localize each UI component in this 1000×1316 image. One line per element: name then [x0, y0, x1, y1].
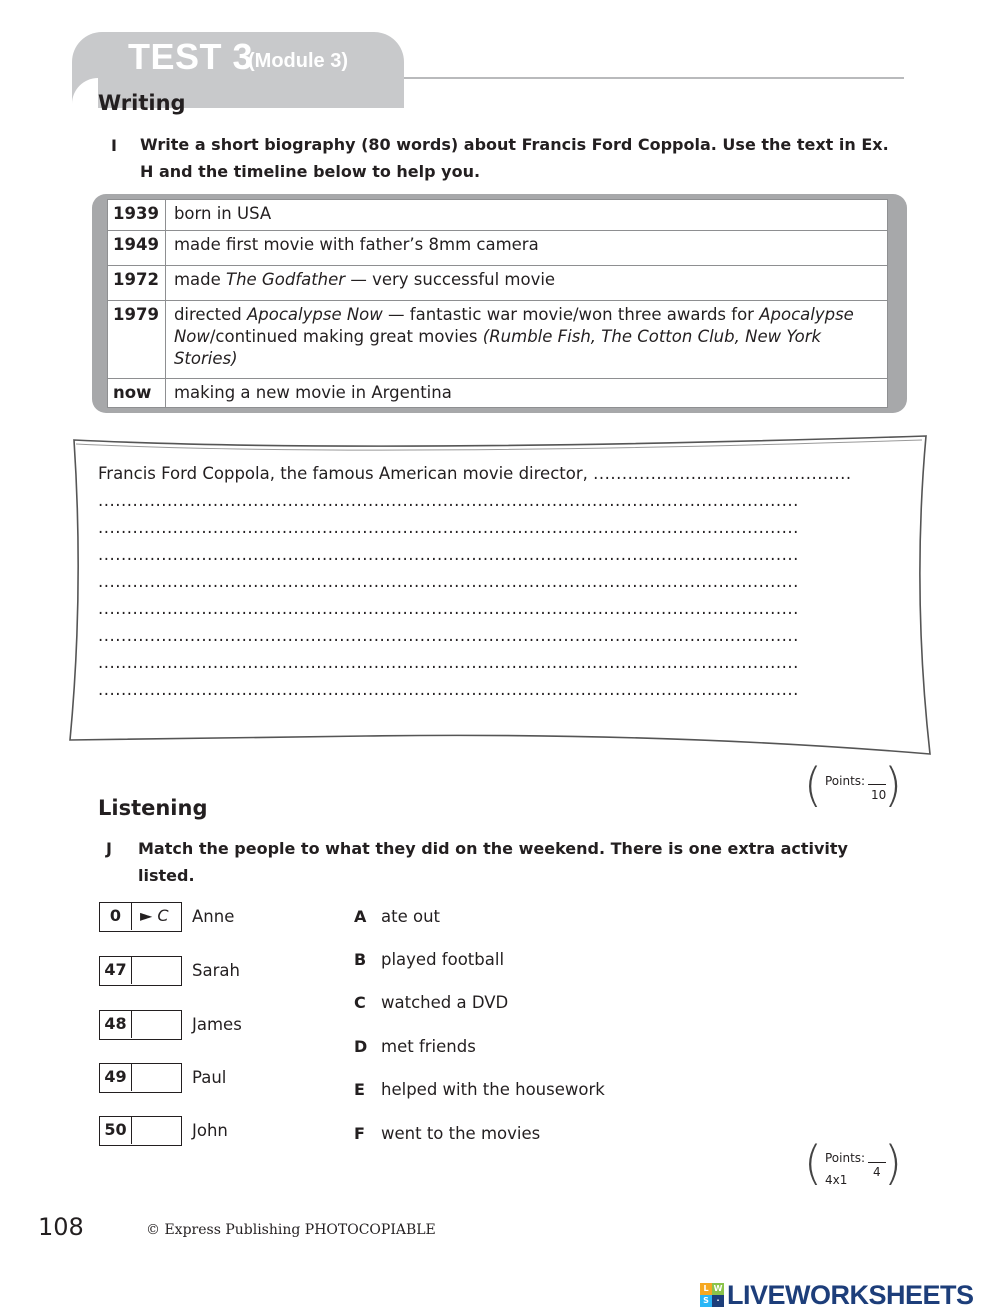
item-number: 47 [100, 957, 132, 984]
task-letter-i: I [111, 136, 117, 155]
item-number: 50 [100, 1117, 132, 1144]
right-paren-icon: ) [884, 1136, 902, 1190]
points-total: 4 [873, 1165, 881, 1179]
writing-line[interactable]: .......................................................................................................................... [98, 545, 799, 564]
writing-line-starter[interactable]: Francis Ford Coppola, the famous American movie director, ............................................. [98, 464, 852, 483]
writing-line[interactable]: .......................................................................................................................... [98, 518, 799, 537]
answer-input[interactable] [134, 1117, 180, 1144]
timeline-text: born in USA [173, 204, 272, 223]
page-number: 108 [38, 1213, 84, 1241]
answer-box[interactable] [99, 1063, 182, 1093]
option-letter: E [354, 1080, 365, 1099]
writing-line[interactable]: .......................................................................................................................... [98, 653, 799, 672]
timeline-table [107, 199, 888, 408]
writing-instruction: Write a short biography (80 words) about Francis Ford Coppola. Use the text in Ex. H and the timeline below to help you. [140, 135, 889, 181]
timeline-text: made [173, 270, 226, 289]
listening-heading: Listening [98, 796, 208, 820]
answer-box[interactable] [99, 956, 182, 986]
timeline-text: — very successful movie [345, 270, 556, 289]
answer-box[interactable] [99, 1116, 182, 1146]
timeline-event [165, 379, 887, 408]
timeline-text: made first movie with father’s 8mm camera [173, 235, 539, 254]
answer-input[interactable] [134, 957, 180, 984]
module-label: (Module 3) [248, 50, 348, 72]
timeline-year: 1979 [108, 301, 166, 379]
person-name: John [192, 1121, 228, 1140]
person-name: Anne [192, 907, 235, 926]
timeline-event [165, 231, 887, 266]
timeline-text: directed [173, 305, 247, 324]
points-label: Points: [825, 774, 866, 788]
option-letter: A [354, 907, 367, 926]
answer-box-example [99, 902, 182, 932]
option-letter: F [354, 1124, 365, 1143]
option-letter: C [354, 993, 366, 1012]
person-name: James [192, 1015, 242, 1034]
listening-instruction: Match the people to what they did on the weekend. There is one extra activity listed. [138, 839, 848, 885]
timeline-event [165, 301, 887, 379]
timeline-row [108, 301, 888, 379]
copyright-text: © Express Publishing PHOTOCOPIABLE [146, 1222, 436, 1238]
task-letter-j: J [106, 839, 112, 858]
item-number: 48 [100, 1011, 132, 1038]
option-text: ate out [381, 907, 440, 926]
left-paren-icon: ( [804, 758, 822, 812]
writing-starter: Francis Ford Coppola, the famous American movie director, [98, 464, 588, 483]
test-title: TEST 3 [128, 36, 254, 77]
option-text: watched a DVD [381, 993, 509, 1012]
timeline-text: making a new movie in Argentina [173, 383, 452, 402]
person-name: Sarah [192, 961, 240, 980]
answer-box[interactable] [99, 1010, 182, 1040]
option-letter: B [354, 950, 367, 969]
timeline-row [108, 200, 888, 231]
timeline-text: — fantastic war movie/won three awards for [382, 305, 760, 324]
option-text: went to the movies [381, 1124, 541, 1143]
answer-input[interactable] [134, 1011, 180, 1038]
writing-line[interactable]: .......................................................................................................................... [98, 680, 799, 699]
timeline-year: 1949 [108, 231, 166, 266]
writing-answer-area[interactable] [98, 460, 898, 703]
item-number: 0 [100, 903, 132, 930]
points-label: Points: [825, 1151, 866, 1165]
answer-value: ► C [140, 906, 169, 925]
option-letter: D [354, 1037, 368, 1056]
timeline-year: 1939 [108, 200, 166, 231]
brand-name: LIVEWORKSHEETS [727, 1279, 974, 1310]
writing-line[interactable]: .......................................................................................................................... [98, 599, 799, 618]
points-total: 10 [871, 788, 887, 802]
right-paren-icon: ) [884, 758, 902, 812]
header-rule [404, 77, 904, 79]
option-text: helped with the housework [381, 1080, 605, 1099]
timeline-row [108, 379, 888, 408]
writing-heading: Writing [98, 91, 186, 115]
timeline-title-italic: (Rumble Fish, The Cotton Club, New York Stories) [173, 327, 822, 368]
timeline-row [108, 231, 888, 266]
timeline-event [165, 200, 887, 231]
timeline-event [165, 266, 887, 301]
timeline-year: 1972 [108, 266, 166, 301]
left-paren-icon: ( [804, 1136, 822, 1190]
option-text: met friends [381, 1037, 476, 1056]
timeline-title-italic: The Godfather [226, 270, 346, 289]
item-number: 49 [100, 1064, 132, 1091]
timeline-title-italic: Apocalypse Now [173, 305, 854, 346]
timeline-row [108, 266, 888, 301]
option-text: played football [381, 950, 505, 969]
person-name: Paul [192, 1068, 227, 1087]
timeline-title-italic: Apocalypse Now [246, 305, 383, 324]
writing-line[interactable]: .......................................................................................................................... [98, 626, 799, 645]
liveworksheets-icon: L W S · [700, 1283, 724, 1307]
timeline-year: now [108, 379, 166, 408]
timeline-text: /continued making great movies [209, 327, 483, 346]
writing-line[interactable]: .......................................................................................................................... [98, 572, 799, 591]
liveworksheets-logo [700, 1280, 974, 1310]
points-multiplier: 4x1 [825, 1173, 848, 1187]
answer-input[interactable] [134, 1064, 180, 1091]
writing-line[interactable]: .......................................................................................................................... [98, 491, 799, 510]
